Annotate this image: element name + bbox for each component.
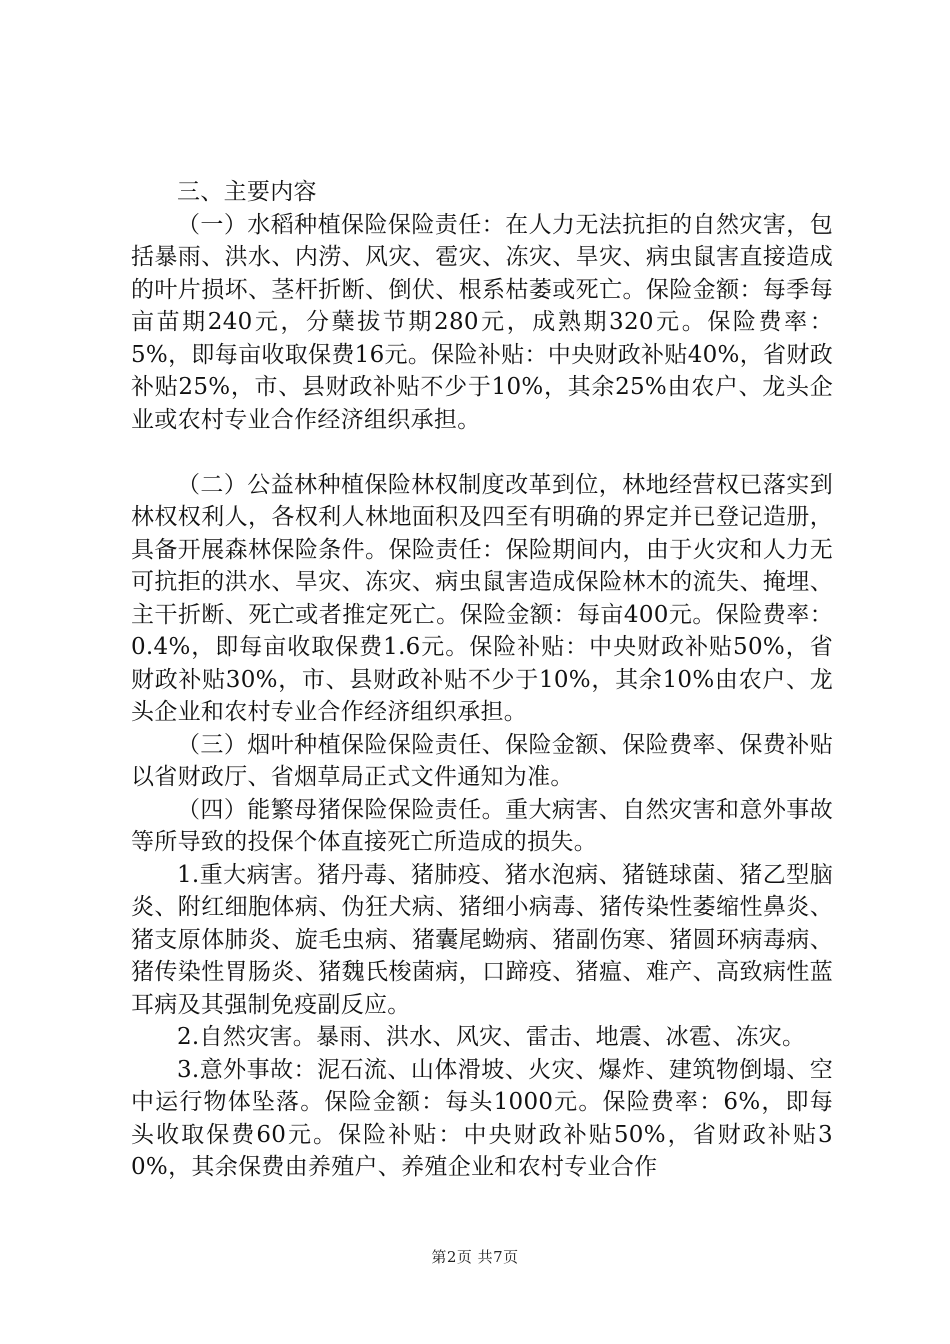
page-number-footer: 第2页 共7页 [431,1248,519,1266]
paragraph-natural-disasters: 2.自然灾害。暴雨、洪水、风灾、雷击、地震、冰雹、冻灾。 [177,1024,806,1050]
paragraph-major-diseases: 1.重大病害。猪丹毒、猪肺疫、猪水泡病、猪链球菌、猪乙型脑炎、附红细胞体病、伪狂犬病、猪细小病毒、猪传染性萎缩性鼻炎、猪支原体肺炎、旋毛虫病、猪囊尾蚴病、猪副伤寒、猪圆环病毒病、猪传染性胃肠炎、猪魏氏梭菌病，口蹄疫、猪瘟、难产、高致病性蓝耳病及其强制免疫副反应。 [131,861,833,1018]
paragraph-sow-insurance: （四）能繁母猪保险保险责任。重大病害、自然灾害和意外事故等所导致的投保个体直接死亡所造成的损失。 [131,796,833,855]
paragraph-accidents: 3.意外事故：泥石流、山体滑坡、火灾、爆炸、建筑物倒塌、空中运行物体坠落。保险金额：每头1000元。保险费率：6%，即每头收取保费60元。保险补贴：中央财政补贴50%，省财政补贴30%，其余保费由养殖户、养殖企业和农村专业合作 [131,1056,833,1180]
paragraph-forest-insurance: （二）公益林种植保险林权制度改革到位，林地经营权已落实到林权权利人，各权利人林地面积及四至有明确的界定并已登记造册，具备开展森林保险条件。保险责任：保险期间内，由于火灾和人力无可抗拒的洪水、旱灾、冻灾、病虫鼠害造成保险林木的流失、掩埋、主干折断、死亡或者推定死亡。保险金额：每亩400元。保险费率：0.4%，即每亩收取保费1.6元。保险补贴：中央财政补贴50%，省财政补贴30%，市、县财政补贴不少于10%，其余10%由农户、龙头企业和农村专业合作经济组织承担。 [131,471,833,725]
paragraph-tobacco-insurance: （三）烟叶种植保险保险责任、保险金额、保险费率、保费补贴以省财政厅、省烟草局正式文件通知为准。 [131,731,833,790]
paragraph-gap [131,436,833,469]
section-heading: 三、主要内容 [177,179,317,205]
paragraph-rice-insurance: （一）水稻种植保险保险责任：在人力无法抗拒的自然灾害，包括暴雨、洪水、内涝、风灾、雹灾、冻灾、旱灾、病虫鼠害直接造成的叶片损坏、茎杆折断、倒伏、根系枯萎或死亡。保险金额：每季每亩苗期240元，分蘖拔节期280元，成熟期320元。保险费率：5%，即每亩收取保费16元。保险补贴：中央财政补贴40%，省财政补贴25%，市、县财政补贴不少于10%，其余25%由农户、龙头企业或农村专业合作经济组织承担。 [131,211,833,433]
document-body [131,176,833,1184]
